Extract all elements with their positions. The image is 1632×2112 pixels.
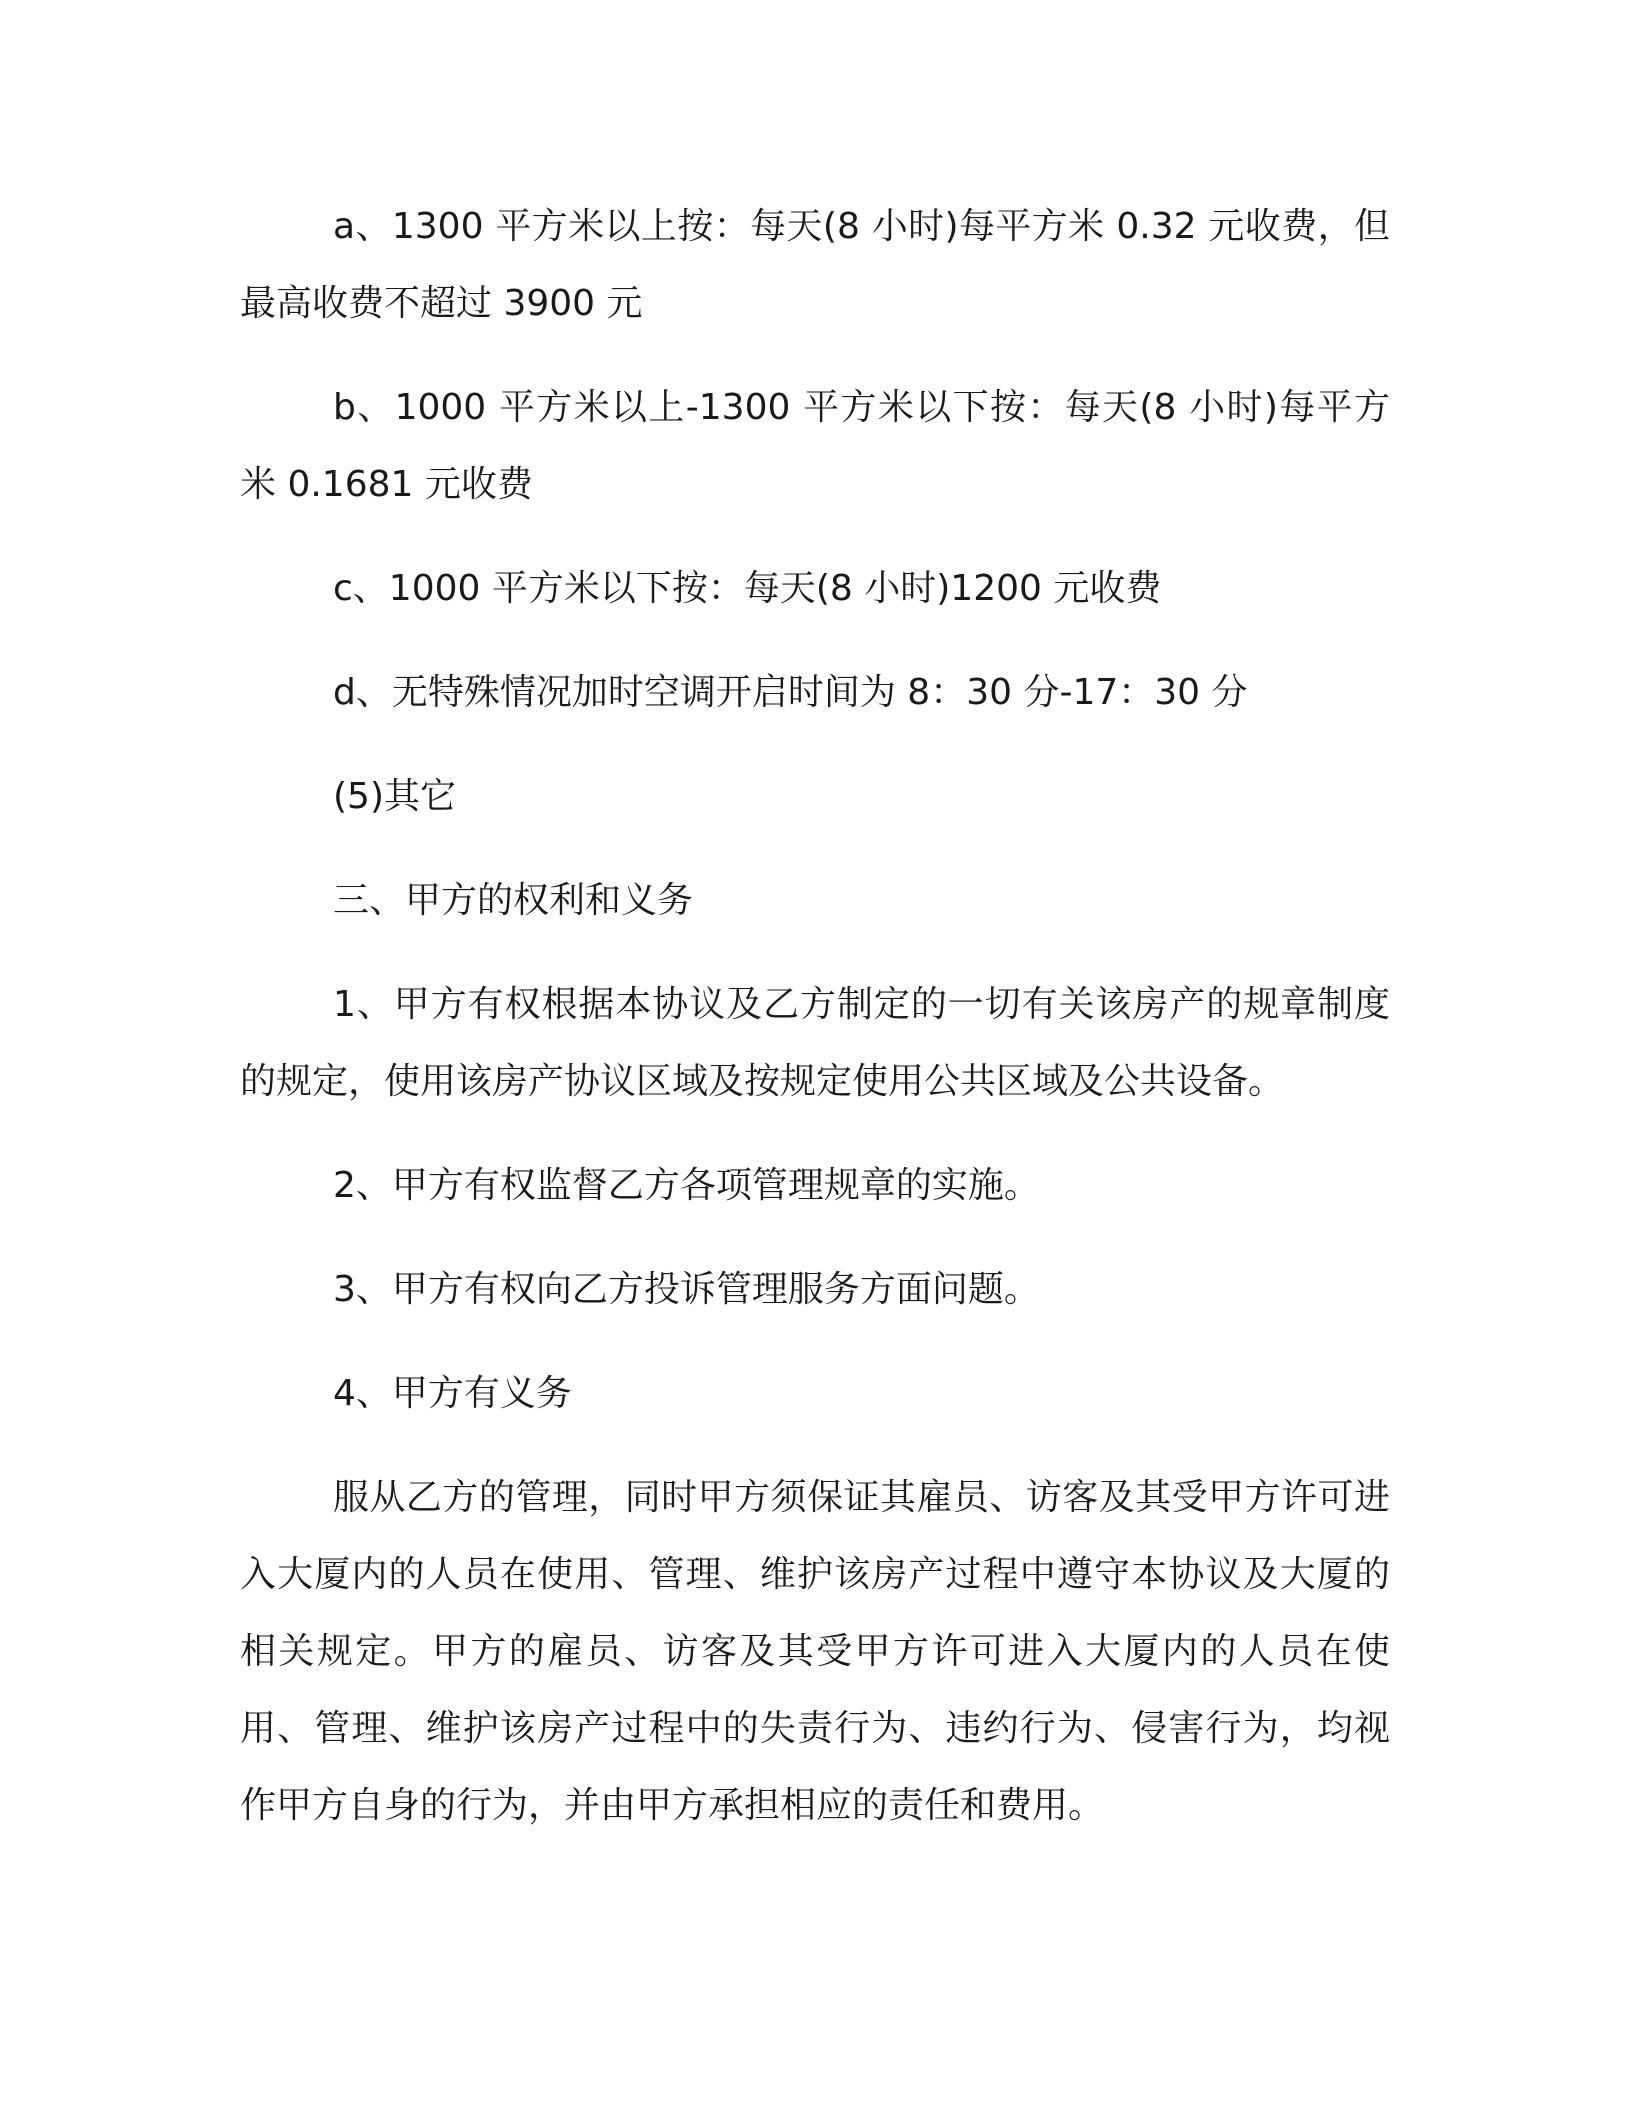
paragraph-rate-c: c、1000 平方米以下按：每天(8 小时)1200 元收费: [333, 568, 1162, 609]
document-body: [240, 188, 1390, 1871]
paragraph-obligation-4: 4、甲方有义务: [333, 1373, 572, 1414]
paragraph-rate-b: b、1000 平方米以上-1300 平方米以下按：每天(8 小时)每平方米 0.1681 元收费: [240, 387, 1390, 505]
paragraph-ac-hours: d、无特殊情况加时空调开启时间为 8：30 分-17：30 分: [333, 672, 1248, 713]
paragraph-right-2: 2、甲方有权监督乙方各项管理规章的实施。: [333, 1165, 1040, 1206]
paragraph-obligation-detail: 服从乙方的管理，同时甲方须保证其雇员、访客及其受甲方许可进入大厦内的人员在使用、管理、维护该房产过程中遵守本协议及大厦的相关规定。甲方的雇员、访客及其受甲方许可进入大厦内的人员在使用、管理、维护该房产过程中的失责行为、违约行为、侵害行为，均视作甲方自身的行为，并由甲方承担相应的责任和费用。: [240, 1477, 1390, 1826]
paragraph-right-3: 3、甲方有权向乙方投诉管理服务方面问题。: [333, 1269, 1040, 1310]
paragraph-rate-a: a、1300 平方米以上按：每天(8 小时)每平方米 0.32 元收费，但最高收费不超过 3900 元: [240, 206, 1390, 324]
section-heading-party-a-rights: 三、甲方的权利和义务: [333, 880, 694, 921]
paragraph-right-1: 1、甲方有权根据本协议及乙方制定的一切有关该房产的规章制度的规定，使用该房产协议区域及按规定使用公共区域及公共设备。: [240, 984, 1390, 1102]
paragraph-other: (5)其它: [333, 776, 456, 817]
